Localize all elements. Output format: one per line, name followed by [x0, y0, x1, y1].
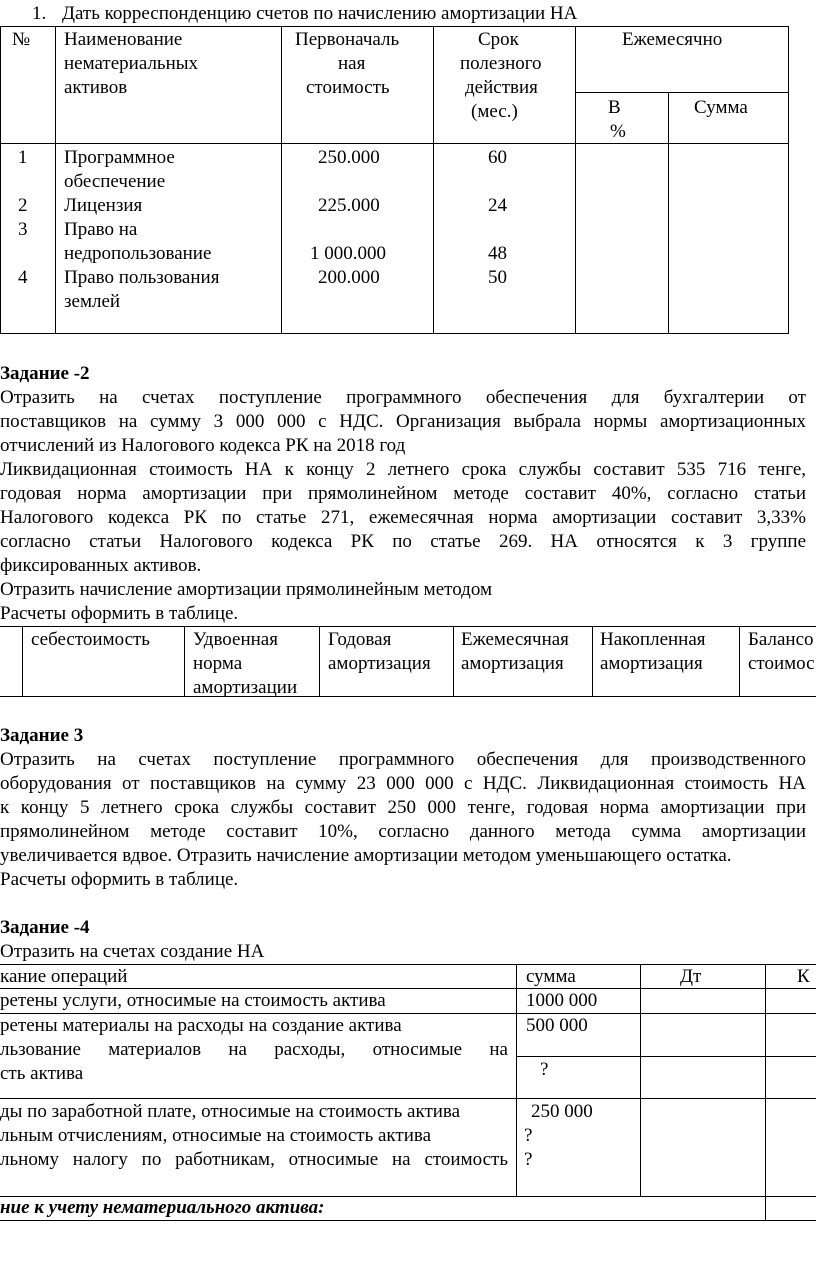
row-cost: 225.000 [318, 195, 380, 216]
header-term: (мес.) [471, 101, 518, 122]
row-cost: 250.000 [318, 147, 380, 168]
task2-line: отчислений из Налогового кодекса РК на 2018 год [0, 435, 406, 456]
row-sum: 250 000 [531, 1101, 593, 1122]
task2-line: Налогового кодекса РК по статье 271, ежемесячная норма амортизации составит 3,33% [0, 507, 806, 528]
header-credit: К [797, 966, 810, 987]
table-border-header [0, 143, 788, 144]
task3-line: прямолинейном методе составит 10%, согласно данного метода сумма амортизации [0, 821, 806, 842]
row-operation: ретены материалы на расходы на создание актива [0, 1015, 402, 1036]
header-operations: кание операций [0, 966, 128, 987]
task3-title: Задание 3 [0, 725, 84, 746]
header-cost: себестоимость [31, 629, 150, 650]
table-footer: ние к учету нематериального актива: [0, 1197, 325, 1218]
table-col-divider [765, 964, 766, 1220]
header-monthly: амортизация [461, 653, 564, 674]
header-balance: Балансо [748, 629, 814, 650]
task3-line: Отразить на счетах поступление программного обеспечения для производственного [0, 749, 806, 770]
header-cost: Первоначаль [295, 29, 400, 50]
task3-line: оборудования от поставщиков на сумму 23 000 000 с НДС. Ликвидационная стоимость НА [0, 773, 806, 794]
header-accumulated: амортизация [600, 653, 703, 674]
table-col-divider [319, 626, 320, 697]
row-sum: 500 000 [526, 1015, 588, 1036]
header-term: действия [465, 77, 538, 98]
row-cost: 200.000 [318, 267, 380, 288]
header-name: нематериальных [64, 53, 199, 74]
task2-line: фиксированных активов. [0, 555, 202, 576]
header-monthly: Ежемесячно [622, 29, 723, 50]
table-border-sub [575, 92, 788, 93]
header-monthly: Ежемесячная [461, 629, 569, 650]
table-col-divider [739, 626, 740, 697]
header-name: Наименование [64, 29, 183, 50]
header-accumulated: Накопленная [600, 629, 706, 650]
row-num: 1 [18, 147, 28, 168]
row-name: Лицензия [64, 195, 143, 216]
table-border-top [0, 26, 788, 27]
table-border-right [788, 26, 789, 334]
header-annual: Годовая [328, 629, 392, 650]
row-sum: ? [540, 1059, 549, 1080]
task2-line: согласно статьи Налогового кодекса РК по статье 269. НА относятся к 3 группе [0, 531, 806, 552]
table-border-bottom [0, 1220, 816, 1221]
table-col-divider [668, 92, 669, 334]
row-name: Право на [64, 219, 138, 240]
row-term: 48 [488, 243, 507, 264]
row-operation: льзование материалов на расходы, относимые на [0, 1039, 508, 1060]
table-border-bottom [0, 333, 788, 334]
row-name: землей [64, 291, 121, 312]
header-percent: % [610, 121, 626, 142]
row-sum: ? [524, 1149, 533, 1170]
row-name: Право пользования [64, 267, 220, 288]
row-name: обеспечение [64, 171, 166, 192]
table-col-divider [640, 964, 641, 1196]
table-col-divider [592, 626, 593, 697]
table-col-divider [281, 26, 282, 334]
task2-line: Отразить на счетах поступление программного обеспечения для бухгалтерии от [0, 387, 806, 408]
task2-line: годовая норма амортизации при прямолинейном методе составит 40%, согласно статьи [0, 483, 806, 504]
table-border-bottom [0, 696, 816, 697]
task2-line: Расчеты оформить в таблице. [0, 603, 239, 624]
table-col-divider [184, 626, 185, 697]
row-term: 24 [488, 195, 507, 216]
row-name: Программное [64, 147, 175, 168]
row-num: 2 [18, 195, 28, 216]
task4-title: Задание -4 [0, 917, 90, 938]
row-sum: 1000 000 [526, 990, 598, 1011]
row-num: 3 [18, 219, 28, 240]
header-balance: стоимос [748, 653, 815, 674]
table-row-divider [0, 1098, 816, 1099]
row-name: недропользование [64, 243, 212, 264]
table-col-divider [22, 626, 23, 697]
row-operation: льному налогу по работникам, относимые на стоимость [0, 1149, 508, 1170]
header-double-rate: Удвоенная [193, 629, 278, 650]
header-sum: сумма [526, 966, 576, 987]
heading-text: Дать корреспонденцию счетов по начислению амортизации НА [62, 3, 578, 24]
header-percent: В [608, 97, 621, 118]
table-row-divider [516, 1056, 816, 1057]
task3-line: увеличивается вдвое. Отразить начисление амортизации методом уменьшающего остатка. [0, 845, 732, 866]
heading-number: 1. [32, 3, 47, 24]
row-operation: сть актива [0, 1063, 84, 1084]
table-col-divider [453, 626, 454, 697]
task3-line: к концу 5 летнего срока службы составит 250 000 тенге, годовая норма амортизации при [0, 797, 806, 818]
header-sum: Сумма [694, 97, 748, 118]
header-annual: амортизация [328, 653, 431, 674]
table-border-left [0, 26, 1, 334]
task2-line: Отразить начисление амортизации прямолинейным методом [0, 579, 492, 600]
header-cost: стоимость [306, 77, 390, 98]
header-term: полезного [460, 53, 542, 74]
table-border-top [0, 626, 816, 627]
task2-title: Задание -2 [0, 363, 90, 384]
header-double-rate: норма [193, 653, 243, 674]
header-term: Срок [478, 29, 519, 50]
header-num: № [12, 29, 31, 50]
task2-line: поставщиков на сумму 3 000 000 с НДС. Организация выбрала нормы амортизационных [0, 411, 806, 432]
header-double-rate: амортизации [193, 677, 298, 698]
row-term: 60 [488, 147, 507, 168]
task3-line: Расчеты оформить в таблице. [0, 869, 239, 890]
header-name: активов [64, 77, 128, 98]
header-cost: ная [338, 53, 366, 74]
row-term: 50 [488, 267, 507, 288]
row-operation: ды по заработной плате, относимые на стоимость актива [0, 1101, 461, 1122]
header-debit: Дт [680, 966, 702, 987]
table-col-divider [516, 964, 517, 1196]
row-operation: льным отчислениям, относимые на стоимость актива [0, 1125, 432, 1146]
table-col-divider [433, 26, 434, 334]
table-col-divider [575, 26, 576, 334]
task4-subtitle: Отразить на счетах создание НА [0, 941, 265, 962]
row-cost: 1 000.000 [310, 243, 386, 264]
task2-line: Ликвидационная стоимость НА к концу 2 летнего срока службы составит 535 716 тенге, [0, 459, 806, 480]
row-num: 4 [18, 267, 28, 288]
row-operation: ретены услуги, относимые на стоимость актива [0, 990, 386, 1011]
row-sum: ? [524, 1125, 533, 1146]
table-col-divider [55, 26, 56, 334]
